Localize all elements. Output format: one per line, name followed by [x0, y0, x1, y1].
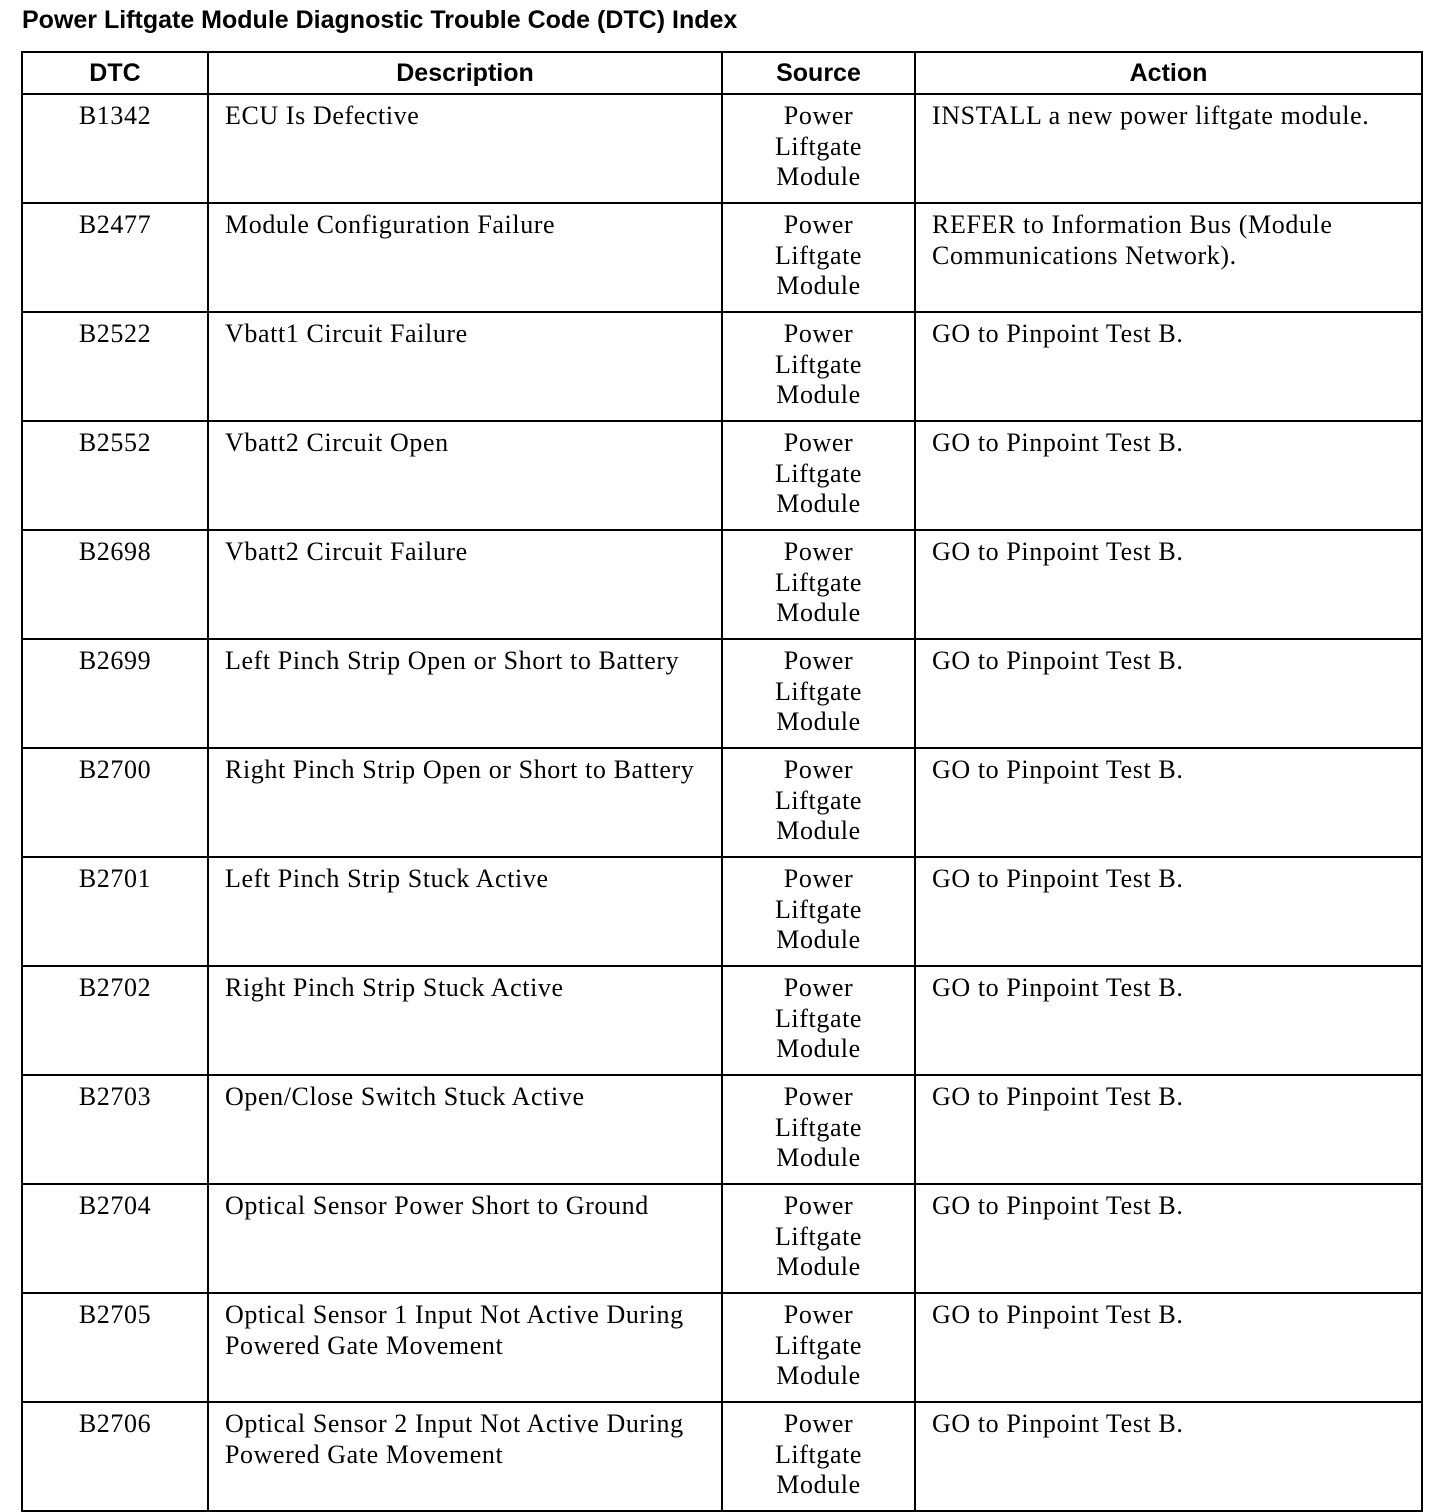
- description-cell: Optical Sensor Power Short to Ground: [208, 1184, 722, 1293]
- action-cell: GO to Pinpoint Test B.: [915, 1184, 1422, 1293]
- table-header-row: [22, 52, 1422, 94]
- description-cell: Vbatt1 Circuit Failure: [208, 312, 722, 421]
- source-cell: Power Liftgate Module: [722, 966, 915, 1075]
- source-cell: Power Liftgate Module: [722, 748, 915, 857]
- dtc-code-cell: B2699: [22, 639, 208, 748]
- page-title: Power Liftgate Module Diagnostic Trouble Code (DTC) Index: [22, 6, 738, 34]
- source-cell: Power Liftgate Module: [722, 312, 915, 421]
- description-cell: Vbatt2 Circuit Failure: [208, 530, 722, 639]
- column-header-dtc: DTC: [22, 52, 208, 94]
- source-cell: Power Liftgate Module: [722, 1075, 915, 1184]
- table-row: [22, 966, 1422, 1075]
- description-cell: Module Configuration Failure: [208, 203, 722, 312]
- action-cell: REFER to Information Bus (Module Communications Network).: [915, 203, 1422, 312]
- description-cell: Left Pinch Strip Open or Short to Battery: [208, 639, 722, 748]
- table-row: [22, 530, 1422, 639]
- dtc-code-cell: B1342: [22, 94, 208, 203]
- column-header-action: Action: [915, 52, 1422, 94]
- description-cell: Vbatt2 Circuit Open: [208, 421, 722, 530]
- dtc-code-cell: B2700: [22, 748, 208, 857]
- source-cell: Power Liftgate Module: [722, 857, 915, 966]
- action-cell: GO to Pinpoint Test B.: [915, 421, 1422, 530]
- action-cell: GO to Pinpoint Test B.: [915, 966, 1422, 1075]
- dtc-code-cell: B2701: [22, 857, 208, 966]
- table-row: [22, 1402, 1422, 1511]
- source-cell: Power Liftgate Module: [722, 530, 915, 639]
- table-row: [22, 857, 1422, 966]
- action-cell: GO to Pinpoint Test B.: [915, 1402, 1422, 1511]
- table-row: [22, 748, 1422, 857]
- dtc-code-cell: B2702: [22, 966, 208, 1075]
- dtc-code-cell: B2705: [22, 1293, 208, 1402]
- table-row: [22, 203, 1422, 312]
- action-cell: GO to Pinpoint Test B.: [915, 312, 1422, 421]
- dtc-code-cell: B2704: [22, 1184, 208, 1293]
- table-row: [22, 1075, 1422, 1184]
- action-cell: GO to Pinpoint Test B.: [915, 748, 1422, 857]
- dtc-code-cell: B2522: [22, 312, 208, 421]
- table-row: [22, 312, 1422, 421]
- table-row: [22, 639, 1422, 748]
- description-cell: ECU Is Defective: [208, 94, 722, 203]
- description-cell: Right Pinch Strip Stuck Active: [208, 966, 722, 1075]
- source-cell: Power Liftgate Module: [722, 1293, 915, 1402]
- table-row: [22, 1293, 1422, 1402]
- action-cell: INSTALL a new power liftgate module.: [915, 94, 1422, 203]
- dtc-code-cell: B2703: [22, 1075, 208, 1184]
- dtc-code-cell: B2706: [22, 1402, 208, 1511]
- source-cell: Power Liftgate Module: [722, 639, 915, 748]
- source-cell: Power Liftgate Module: [722, 1402, 915, 1511]
- action-cell: GO to Pinpoint Test B.: [915, 639, 1422, 748]
- source-cell: Power Liftgate Module: [722, 203, 915, 312]
- action-cell: GO to Pinpoint Test B.: [915, 530, 1422, 639]
- column-header-description: Description: [208, 52, 722, 94]
- description-cell: Left Pinch Strip Stuck Active: [208, 857, 722, 966]
- dtc-code-cell: B2698: [22, 530, 208, 639]
- source-cell: Power Liftgate Module: [722, 421, 915, 530]
- description-cell: Optical Sensor 2 Input Not Active During Powered Gate Movement: [208, 1402, 722, 1511]
- description-cell: Optical Sensor 1 Input Not Active During Powered Gate Movement: [208, 1293, 722, 1402]
- action-cell: GO to Pinpoint Test B.: [915, 1075, 1422, 1184]
- table-row: [22, 421, 1422, 530]
- column-header-source: Source: [722, 52, 915, 94]
- source-cell: Power Liftgate Module: [722, 94, 915, 203]
- action-cell: GO to Pinpoint Test B.: [915, 857, 1422, 966]
- description-cell: Right Pinch Strip Open or Short to Battery: [208, 748, 722, 857]
- action-cell: GO to Pinpoint Test B.: [915, 1293, 1422, 1402]
- dtc-code-cell: B2477: [22, 203, 208, 312]
- table-row: [22, 1184, 1422, 1293]
- description-cell: Open/Close Switch Stuck Active: [208, 1075, 722, 1184]
- dtc-code-cell: B2552: [22, 421, 208, 530]
- table-row: [22, 94, 1422, 203]
- dtc-index-table: [21, 51, 1423, 1512]
- source-cell: Power Liftgate Module: [722, 1184, 915, 1293]
